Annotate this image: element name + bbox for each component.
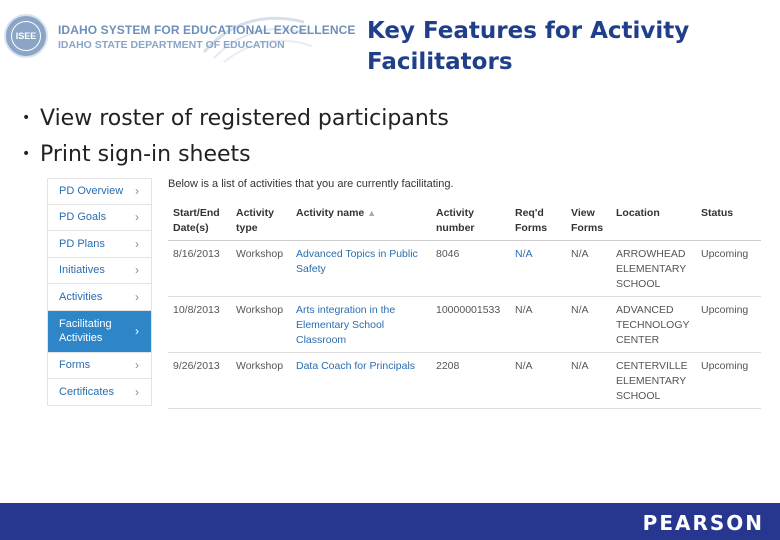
pearson-logo: PEARSON xyxy=(642,511,764,535)
chevron-right-icon: › xyxy=(135,184,139,199)
cell-location: ARROWHEAD ELEMENTARY SCHOOL xyxy=(611,241,696,297)
cell-location: CENTERVILLE ELEMENTARY SCHOOL xyxy=(611,353,696,409)
intro-text: Below is a list of activities that you are currently facilitating. xyxy=(168,178,454,190)
cell-type: Workshop xyxy=(231,241,291,297)
bullet-item xyxy=(22,100,449,136)
sidebar-item-initiatives[interactable] xyxy=(47,258,152,285)
chevron-right-icon: › xyxy=(135,263,139,278)
sidebar-item-label: Facilitating Activities xyxy=(59,318,112,344)
column-header-date[interactable]: Start/End Date(s) xyxy=(168,206,231,241)
slide-title: Key Features for Activity Facilitators xyxy=(367,18,690,75)
cell-reqd-forms: N/A xyxy=(510,297,566,353)
isee-seal xyxy=(4,14,48,58)
column-header-status[interactable]: Status xyxy=(696,206,761,241)
app-screenshot xyxy=(47,175,767,413)
cell-number: 8046 xyxy=(431,241,510,297)
table-row xyxy=(168,241,761,297)
column-header-number[interactable]: Activity number xyxy=(431,206,510,241)
logo-title: IDAHO SYSTEM FOR EDUCATIONAL EXCELLENCE xyxy=(58,23,356,37)
isee-logo xyxy=(4,12,356,66)
bullet-text: View roster of registered participants xyxy=(40,105,449,131)
cell-reqd-forms: N/A xyxy=(510,353,566,409)
cell-status: Upcoming xyxy=(696,297,761,353)
activity-name-link[interactable]: Arts integration in the Elementary School Classroom xyxy=(291,297,431,353)
sidebar-item-forms[interactable] xyxy=(47,353,152,380)
table-row xyxy=(168,297,761,353)
logo-subtitle: IDAHO STATE DEPARTMENT OF EDUCATION xyxy=(58,39,285,51)
sidebar-item-facilitating-activities[interactable] xyxy=(47,311,152,353)
cell-number: 2208 xyxy=(431,353,510,409)
chevron-right-icon: › xyxy=(135,384,139,399)
sidebar-item-label: PD Overview xyxy=(59,185,124,198)
cell-view-forms: N/A xyxy=(566,353,611,409)
footer-bar xyxy=(0,503,780,540)
chevron-right-icon: › xyxy=(135,289,139,304)
reqd-forms-link[interactable]: N/A xyxy=(510,241,566,297)
table-header-row xyxy=(168,206,761,241)
bullet-text: Print sign-in sheets xyxy=(40,141,251,167)
sidebar-item-pd-overview[interactable] xyxy=(47,178,152,205)
sidebar-item-label: Initiatives xyxy=(59,264,105,277)
bullet-item xyxy=(22,136,449,172)
cell-location: ADVANCED TECHNOLOGY CENTER xyxy=(611,297,696,353)
column-header-reqd-forms[interactable]: Req'd Forms xyxy=(510,206,566,241)
cell-status: Upcoming xyxy=(696,241,761,297)
sidebar-item-label: Activities xyxy=(59,290,103,303)
cell-type: Workshop xyxy=(231,353,291,409)
cell-number: 10000001533 xyxy=(431,297,510,353)
sort-ascending-icon: ▲ xyxy=(367,208,377,218)
cell-type: Workshop xyxy=(231,297,291,353)
column-header-view-forms[interactable]: View Forms xyxy=(566,206,611,241)
sidebar-item-label: Forms xyxy=(59,359,91,372)
column-header-type[interactable]: Activity type xyxy=(231,206,291,241)
cell-date: 8/16/2013 xyxy=(168,241,231,297)
sidebar-nav xyxy=(47,178,152,406)
cell-date: 10/8/2013 xyxy=(168,297,231,353)
logo-swoosh-graphic xyxy=(194,12,314,64)
sidebar-item-certificates[interactable] xyxy=(47,379,152,406)
chevron-right-icon: › xyxy=(135,324,139,338)
chevron-right-icon: › xyxy=(135,358,139,373)
cell-status: Upcoming xyxy=(696,353,761,409)
isee-seal-text: ISEE xyxy=(11,21,41,51)
activity-name-link[interactable]: Advanced Topics in Public Safety xyxy=(291,241,431,297)
cell-view-forms: N/A xyxy=(566,297,611,353)
column-header-location[interactable]: Location xyxy=(611,206,696,241)
activity-name-link[interactable]: Data Coach for Principals xyxy=(291,353,431,409)
table-row xyxy=(168,353,761,409)
activities-table xyxy=(168,206,761,409)
sidebar-item-label: Certificates xyxy=(59,385,115,398)
chevron-right-icon: › xyxy=(135,210,139,225)
bullet-icon: • xyxy=(22,110,31,126)
sidebar-item-pd-plans[interactable] xyxy=(47,231,152,258)
sidebar-item-label: PD Goals xyxy=(59,211,107,224)
cell-view-forms: N/A xyxy=(566,241,611,297)
sidebar-item-label: PD Plans xyxy=(59,237,105,250)
bullet-icon: • xyxy=(22,146,31,162)
column-header-name[interactable]: Activity name ▲ xyxy=(291,206,431,241)
cell-date: 9/26/2013 xyxy=(168,353,231,409)
feature-bullets xyxy=(22,100,449,172)
sidebar-item-pd-goals[interactable] xyxy=(47,205,152,232)
sidebar-item-activities[interactable] xyxy=(47,284,152,311)
chevron-right-icon: › xyxy=(135,236,139,251)
